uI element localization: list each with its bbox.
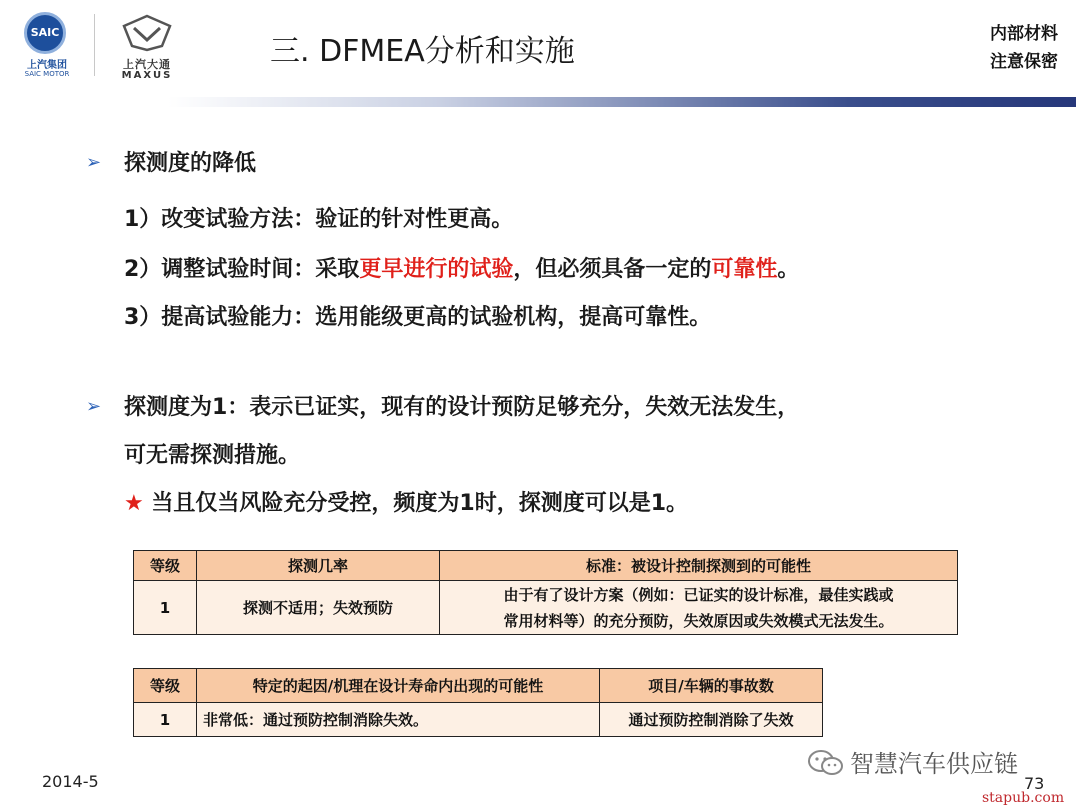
item2-prefix: 2）调整试验时间：采取 bbox=[124, 257, 360, 282]
confidential-line-1: 内部材料 bbox=[990, 24, 1058, 44]
table-header-row bbox=[134, 669, 823, 703]
table-cell-line: 常用材料等）的充分预防，失效原因或失效模式无法发生。 bbox=[503, 611, 894, 630]
bullet-arrow-icon: ➢ bbox=[86, 152, 102, 173]
page-title: 三. DFMEA分析和实施 bbox=[270, 34, 575, 69]
table-cell: 1 bbox=[134, 703, 197, 737]
bullet2-star-line bbox=[124, 486, 688, 517]
bullet1-item-2 bbox=[124, 252, 799, 283]
table-cell: 通过预防控制消除了失效 bbox=[600, 703, 823, 737]
bullet2-line-2: 可无需探测措施。 bbox=[124, 443, 301, 468]
maxus-english-name: MAXUS bbox=[121, 70, 173, 81]
confidential-line-2: 注意保密 bbox=[990, 52, 1058, 72]
table-header-cell: 项目/车辆的事故数 bbox=[600, 669, 823, 703]
table-cell: 非常低：通过预防控制消除失效。 bbox=[197, 703, 600, 737]
saic-chinese-name: 上汽集团 bbox=[27, 60, 67, 71]
star-icon: ★ bbox=[124, 491, 144, 516]
bullet1-heading: 探测度的降低 bbox=[124, 151, 257, 176]
table-header-cell: 标准：被设计控制探测到的可能性 bbox=[440, 551, 958, 581]
wechat-account-name: 智慧汽车供应链 bbox=[850, 750, 1018, 778]
table-cell: 探测不适用；失效预防 bbox=[197, 581, 440, 635]
item2-suffix: 。 bbox=[777, 257, 800, 282]
maxus-emblem-icon bbox=[120, 12, 174, 52]
occurrence-rating-table bbox=[133, 668, 823, 737]
table-cell: 1 bbox=[134, 581, 197, 635]
bullet-arrow-icon: ➢ bbox=[86, 396, 102, 417]
maxus-chinese-name: 上汽大通 bbox=[123, 58, 171, 71]
table-cell bbox=[440, 581, 958, 635]
bullet2-line-1: 探测度为1：表示已证实，现有的设计预防足够充分，失效无法发生， bbox=[124, 395, 800, 420]
item2-highlight-early-test: 更早进行的试验 bbox=[359, 257, 514, 282]
star-line-text: 当且仅当风险充分受控，频度为1时，探测度可以是1。 bbox=[151, 491, 689, 516]
bullet1-item-3: 3）提高试验能力：选用能级更高的试验机构，提高可靠性。 bbox=[124, 305, 712, 330]
confidential-label bbox=[990, 20, 1058, 76]
table-header-cell: 探测几率 bbox=[197, 551, 440, 581]
table-row bbox=[134, 581, 958, 635]
item2-middle: ，但必须具备一定的 bbox=[513, 257, 712, 282]
page-number: 73 bbox=[1024, 774, 1045, 793]
saic-emblem: SAIC bbox=[24, 12, 66, 54]
saic-logo bbox=[14, 10, 80, 80]
detection-rating-table bbox=[133, 550, 958, 635]
wechat-icon bbox=[806, 748, 846, 778]
table-cell-line: 由于有了设计方案（例如：已证实的设计标准，最佳实践或 bbox=[503, 585, 894, 604]
table-header-row bbox=[134, 551, 958, 581]
footer-date: 2014-5 bbox=[42, 772, 99, 791]
watermark: stapub.com bbox=[982, 790, 1065, 806]
logo-divider bbox=[94, 14, 95, 76]
table-header-cell: 等级 bbox=[134, 551, 197, 581]
saic-english-name: SAIC MOTOR bbox=[24, 70, 70, 78]
table-header-cell: 特定的起因/机理在设计寿命内出现的可能性 bbox=[197, 669, 600, 703]
header-gradient-bar bbox=[168, 97, 1076, 107]
bullet1-item-1: 1）改变试验方法：验证的针对性更高。 bbox=[124, 207, 514, 232]
item2-highlight-reliability: 可靠性 bbox=[711, 257, 778, 282]
logo-area bbox=[14, 10, 184, 82]
table-row bbox=[134, 703, 823, 737]
maxus-logo bbox=[104, 10, 190, 80]
table-header-cell: 等级 bbox=[134, 669, 197, 703]
